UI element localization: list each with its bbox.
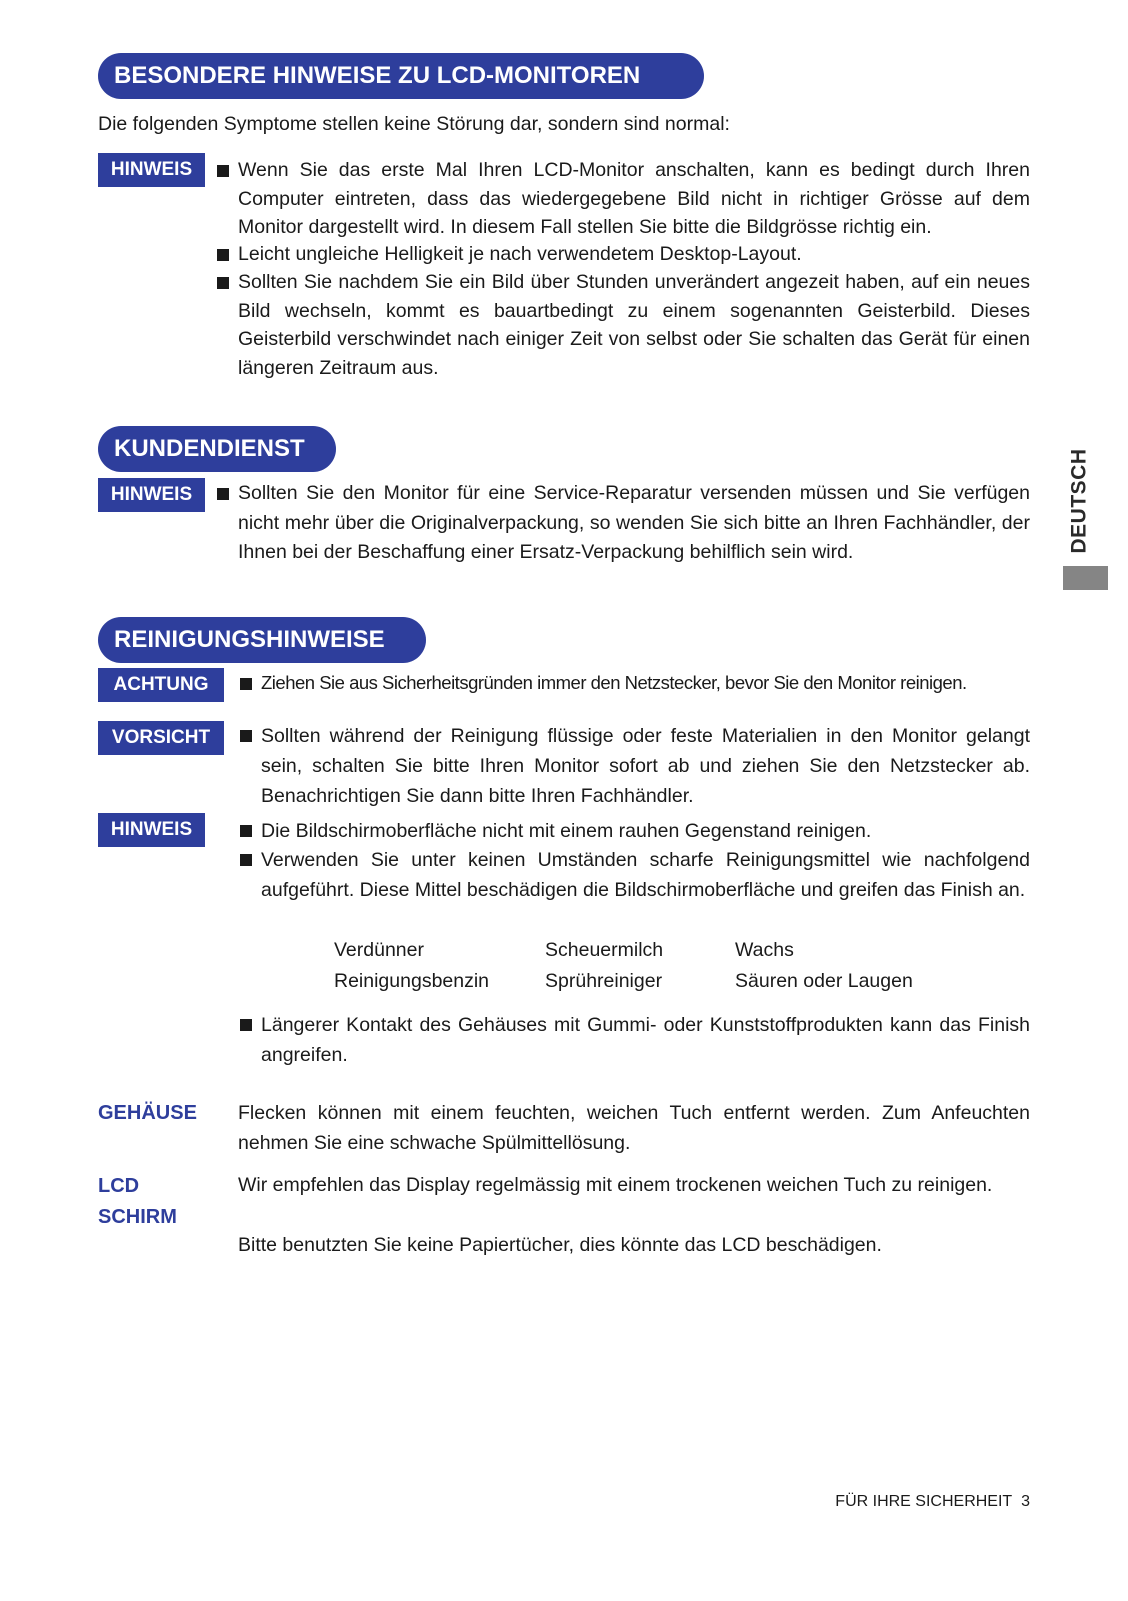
table-cell: Verdünner (334, 939, 424, 961)
cleaning-agents-table (334, 935, 913, 997)
language-tab-bar (1063, 566, 1108, 590)
table-cell: Wachs (735, 939, 794, 961)
lcd-bullet: Sollten Sie nachdem Sie ein Bild über Stunden unverändert angezeit haben, auf ein neues Bild wechseln, kommt es bauartbedingt zu einem sogenannten Geisterbild. Dieses Geisterbild verschwindet nach einiger Zeit von selbst oder Sie schalten das Gerät für einen längeren Zeitraum aus. (238, 268, 1030, 382)
reinigung-bullet: Längerer Kontakt des Gehäuses mit Gummi- oder Kunststoffprodukten kann das Finish angreifen. (261, 1010, 1030, 1070)
achtung-bullet: Ziehen Sie aus Sicherheitsgründen immer den Netzstecker, bevor Sie den Monitor reinigen. (261, 669, 1030, 698)
reinigung-bullet: Die Bildschirmoberfläche nicht mit einem rauhen Gegenstand reinigen. (261, 816, 1030, 846)
vorsicht-bullet: Sollten während der Reinigung flüssige oder feste Materialien in den Monitor gelangt sein, schalten Sie bitte Ihren Monitor sofort ab und ziehen Sie den Netzstecker ab. Benachrichtigen Sie dann bitte Ihren Fachhändler. (261, 721, 1030, 811)
table-row (334, 966, 913, 997)
section-title-kundendienst: KUNDENDIENST (98, 426, 336, 472)
table-cell: Scheuermilch (545, 939, 664, 961)
kundendienst-bullet: Sollten Sie den Monitor für eine Service-Reparatur versenden müssen und Sie verfügen nicht mehr über die Originalverpackung, so wenden Sie sich bitte an Ihren Fachhändler, der Ihnen bei der Beschaffung einer Ersatz-Verpackung behilflich sein wird. (238, 479, 1030, 568)
page-footer (835, 1493, 1030, 1511)
lcd-schirm-text-2: Bitte benutzten Sie keine Papiertücher, dies könnte das LCD beschädigen. (238, 1234, 882, 1256)
page-number: 3 (1021, 1493, 1030, 1510)
section-title-lcd: BESONDERE HINWEISE ZU LCD-MONITOREN (98, 53, 704, 99)
gehaeuse-label: GEHÄUSE (98, 1102, 197, 1124)
footer-label: FÜR IHRE SICHERHEIT (835, 1493, 1013, 1510)
table-cell: Säuren oder Laugen (735, 970, 913, 992)
kundendienst-hinweis-tag: HINWEIS (98, 478, 205, 512)
language-tab-label: DEUTSCH (1067, 448, 1091, 554)
achtung-tag: ACHTUNG (98, 668, 224, 702)
lcd-intro: Die folgenden Symptome stellen keine Störung dar, sondern sind normal: (98, 113, 730, 135)
reinigung-bullet: Verwenden Sie unter keinen Umständen scharfe Reinigungsmittel wie nachfolgend aufgeführt. Diese Mittel beschädigen die Bildschirmoberfläche und greifen das Finish an. (261, 845, 1030, 905)
lcd-hinweis-tag: HINWEIS (98, 153, 205, 187)
table-cell: Sprühreiniger (545, 970, 663, 992)
lcd-schirm-label-2: SCHIRM (98, 1206, 177, 1228)
table-row (334, 935, 913, 966)
gehaeuse-text: Flecken können mit einem feuchten, weichen Tuch entfernt werden. Zum Anfeuchten nehmen Sie eine schwache Spülmittellösung. (238, 1102, 1030, 1154)
vorsicht-tag: VORSICHT (98, 721, 224, 755)
table-cell: Reinigungsbenzin (334, 970, 490, 992)
section-title-reinigung: REINIGUNGSHINWEISE (98, 617, 426, 663)
lcd-schirm-label-1: LCD (98, 1175, 140, 1197)
lcd-bullet: Wenn Sie das erste Mal Ihren LCD-Monitor anschalten, kann es bedingt durch Ihren Computer eintreten, dass das wiedergegebene Bild nicht in richtiger Grösse auf dem Monitor dargestellt wird. In diesem Fall stellen Sie bitte die Bildgrösse richtig ein. (238, 156, 1030, 242)
language-tab (1065, 440, 1093, 562)
reinigung-hinweis-tag: HINWEIS (98, 813, 205, 847)
lcd-bullet: Leicht ungleiche Helligkeit je nach verwendetem Desktop-Layout. (238, 240, 1030, 269)
lcd-schirm-text: Wir empfehlen das Display regelmässig mit einem trockenen weichen Tuch zu reinigen. (238, 1174, 993, 1196)
